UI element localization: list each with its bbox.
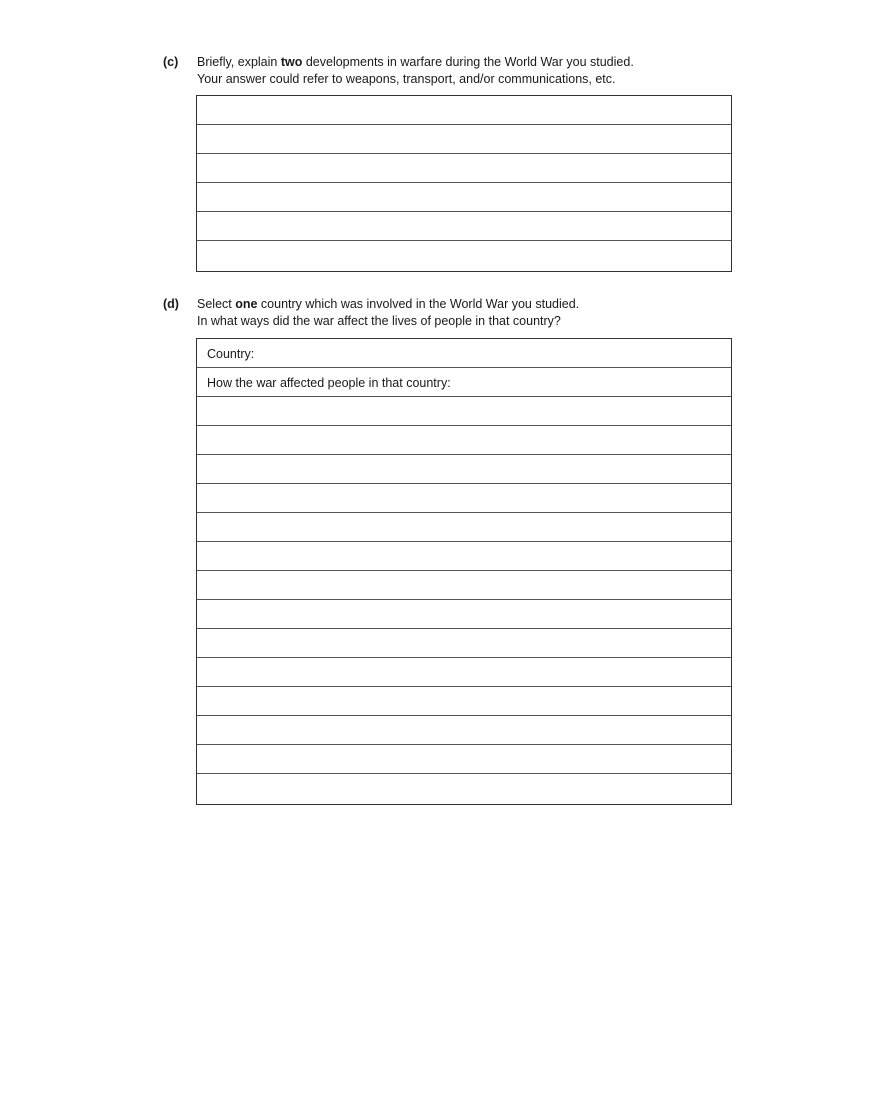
question-c-prompt-start: Briefly, explain [197,55,281,69]
answer-line[interactable] [197,484,731,513]
answer-line[interactable] [197,125,731,154]
country-line[interactable] [197,339,731,368]
effects-heading-line[interactable] [197,368,731,397]
answer-line[interactable] [197,154,731,183]
question-d-prompt-end: country which was involved in the World War you studied. [257,297,580,311]
question-c-answer-box[interactable] [196,95,732,272]
answer-line[interactable] [197,241,731,271]
question-c-hint: Your answer could refer to weapons, transport, and/or communications, etc. [197,72,616,86]
answer-line[interactable] [197,183,731,212]
answer-line[interactable] [197,426,731,455]
country-label: Country: [207,347,255,361]
answer-line[interactable] [197,212,731,241]
answer-line[interactable] [197,455,731,484]
question-c-prompt [197,54,634,71]
answer-line[interactable] [197,600,731,629]
question-d-label: (d) [163,297,179,311]
question-c-prompt-end: developments in warfare during the World War you studied. [302,55,634,69]
question-c-prompt-emphasis: two [280,55,303,69]
answer-line[interactable] [197,687,731,716]
question-c-label: (c) [163,55,179,69]
answer-line[interactable] [197,397,731,426]
question-d-answer-box[interactable] [196,338,732,805]
answer-line[interactable] [197,542,731,571]
answer-line[interactable] [197,571,731,600]
question-d-prompt-emphasis: one [235,297,258,311]
answer-line[interactable] [197,513,731,542]
answer-line[interactable] [197,745,731,774]
answer-line[interactable] [197,96,731,125]
effects-label: How the war affected people in that country: [207,376,451,390]
answer-line[interactable] [197,774,731,804]
answer-line[interactable] [197,629,731,658]
question-d-prompt [197,296,579,313]
question-d-hint: In what ways did the war affect the lives of people in that country? [197,314,561,328]
question-d-prompt-start: Select [197,297,236,311]
answer-line[interactable] [197,658,731,687]
answer-line[interactable] [197,716,731,745]
